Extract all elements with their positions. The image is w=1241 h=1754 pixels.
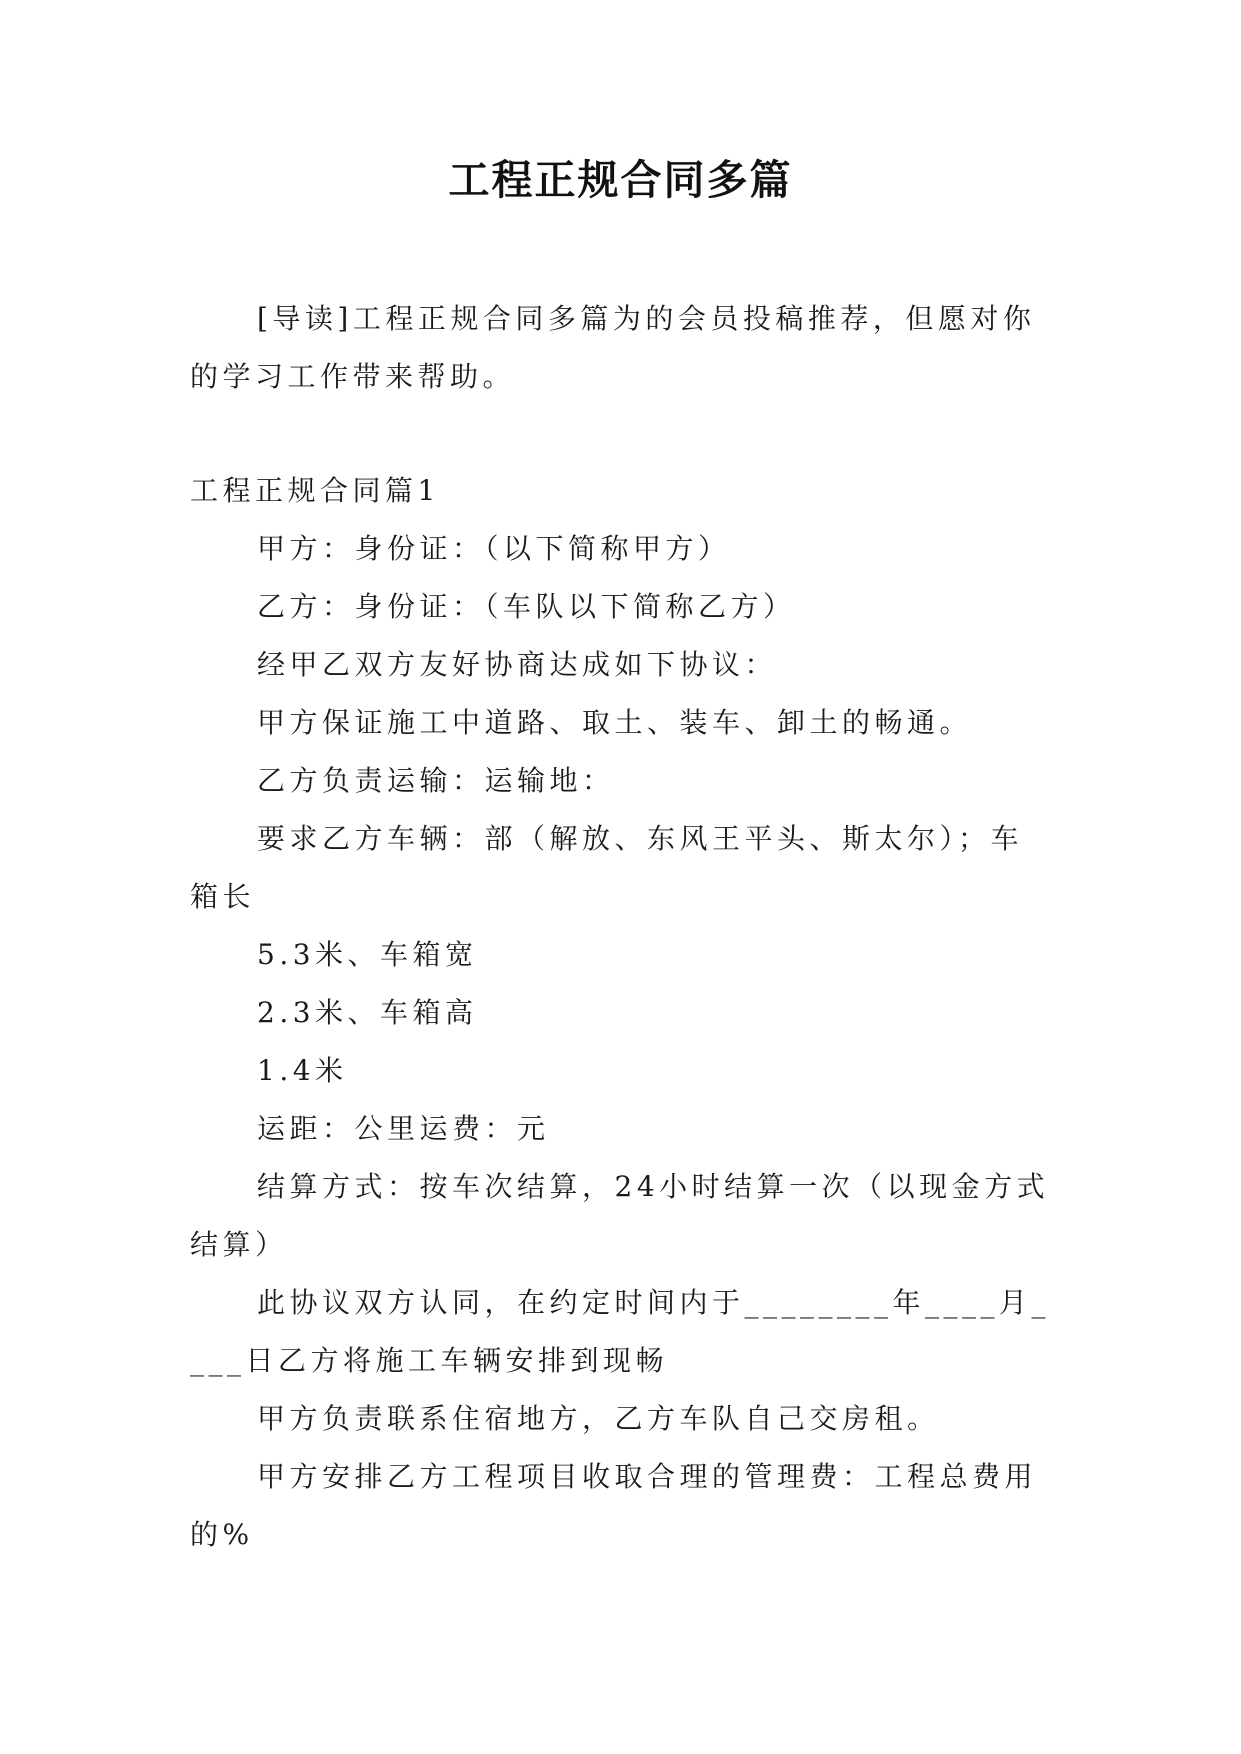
paragraph-box-height: 2.3米、车箱高 — [257, 996, 478, 1029]
paragraph-box-height-value: 1.4米 — [257, 1054, 348, 1087]
section-heading: 工程正规合同篇1 — [190, 474, 440, 507]
contract-section-1 — [190, 462, 1052, 1564]
paragraph-party-b: 乙方：身份证：（车队以下简称乙方） — [257, 590, 796, 623]
document-title: 工程正规合同多篇 — [448, 156, 793, 204]
paragraph-schedule: 此协议双方认同，在约定时间内于________年____月____日乙方将施工车辆安排到现畅 — [190, 1286, 1051, 1377]
paragraph-road-guarantee: 甲方保证施工中道路、取土、装车、卸土的畅通。 — [257, 706, 973, 739]
paragraph-vehicle-requirements: 要求乙方车辆：部（解放、东风王平头、斯太尔）；车箱长 — [190, 822, 1024, 913]
paragraph-lodging: 甲方负责联系住宿地方，乙方车队自己交房租。 — [257, 1402, 940, 1435]
paragraph-distance-fee: 运距：公里运费：元 — [257, 1112, 550, 1145]
paragraph-box-width: 5.3米、车箱宽 — [257, 938, 478, 971]
paragraph-transport: 乙方负责运输：运输地： — [257, 764, 615, 797]
paragraph-management-fee: 甲方安排乙方工程项目收取合理的管理费：工程总费用的% — [190, 1460, 1038, 1551]
intro-block — [190, 290, 1052, 406]
paragraph-party-a: 甲方：身份证：（以下简称甲方） — [257, 532, 731, 565]
paragraph-settlement: 结算方式：按车次结算，24小时结算一次（以现金方式结算） — [190, 1170, 1050, 1261]
intro-paragraph: [导读]工程正规合同多篇为的会员投稿推荐，但愿对你的学习工作带来帮助。 — [190, 302, 1036, 393]
paragraph-agreement: 经甲乙双方友好协商达成如下协议： — [257, 648, 778, 681]
